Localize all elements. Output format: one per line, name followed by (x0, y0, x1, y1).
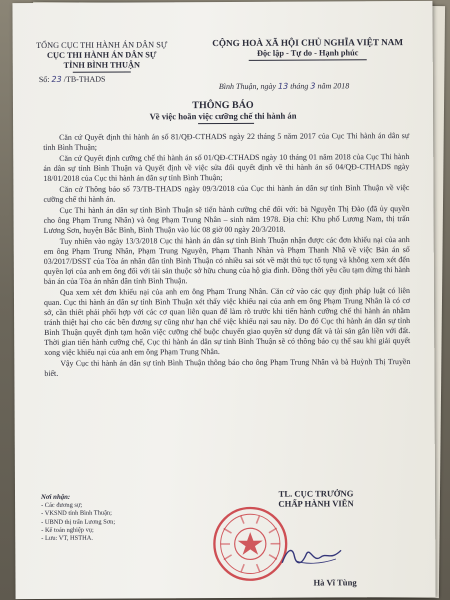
nation-name: CỘNG HOÀ XÃ HỘI CHỦ NGHĨA VIỆT NAM (212, 37, 404, 49)
handwritten-signature (277, 543, 349, 569)
date-year: năm 2018 (317, 81, 350, 91)
date-month-label: tháng (290, 81, 309, 91)
recipient-item: - Lưu: VT, HSTHA. (41, 534, 93, 542)
body-paragraph: Qua xem xét đơn khiếu nại của anh em ông Phạm Trung Nhân. Căn cứ vào các quy định pháp luật có liên quan. Cục thi hành án dân sự tỉnh Bình Thuận xét thấy việc khiếu nại của anh em ông Phạm Trung Nhân là có cơ sở, cần thiết phải phối hợp với các cơ quan liên quan để làm rõ trước khi tiến hành cưỡng chế thi hành án nhằm tránh thiệt hại cho các bên đương sự cũng như hạn chế việc khiếu nại sau này. Do đó Cục thi hành án dân sự tỉnh Bình Thuận quyết định tạm hoãn việc cưỡng chế buộc chuyển giao quyền sử dụng đất và tài sản gắn liền với đất. Thời gian tiến hành cưỡng chế, Cục thi hành án dân sự tỉnh Bình Thuận sẽ có thông báo cụ thể sau khi giải quyết xong việc khiếu nại của anh em ông Phạm Trung Nhân. (43, 286, 411, 357)
date-day: 13 (277, 81, 289, 91)
recipient-item: - VKSND tỉnh Bình Thuận; (41, 509, 112, 518)
date-place: Bình Thuận, ngày (218, 81, 277, 92)
recipients-list (41, 493, 176, 543)
recipient-item: - Các đương sự; (41, 501, 83, 510)
document-date (219, 81, 349, 91)
recipients-title: Nơi nhận: (41, 493, 71, 501)
recipient-item: - UBND thị trấn Lương Sơn; (41, 518, 116, 526)
recipient-item: - Kế toán nghiệp vụ; (41, 526, 94, 534)
body-paragraph: Căn cứ Quyết định thi hành án số 81/QĐ-CTHADS ngày 22 tháng 5 năm 2017 của Cục Thi hành án dân sự tỉnh Bình Thuận; (43, 131, 410, 152)
subtitle-underline (198, 123, 254, 124)
agency-line-3: TỈNH BÌNH THUẬN (63, 60, 140, 70)
document-body (43, 131, 410, 380)
document-title: THÔNG BÁO (192, 99, 254, 112)
agency-line-2: CỤC THI HÀNH ÁN DÂN SỰ (46, 50, 157, 60)
agency-underline (73, 71, 131, 72)
document-page (12, 1, 435, 599)
agency-header (23, 40, 181, 73)
motto-underline (249, 59, 367, 61)
doc-number-prefix: Số: (38, 74, 50, 84)
signer-name: Hà Vĩ Tùng (313, 577, 357, 588)
document-subtitle: Về việc hoãn việc cưỡng chế thi hành án (149, 110, 297, 122)
body-paragraph: Căn cứ Quyết định cưỡng chế thi hành án số 01/QĐ-CTHADS ngày 10 tháng 01 năm 2018 của Cục Thi hành án dân sự tỉnh Bình Thuận và Quyết định về việc sửa đổi quyết định về thi hành án số 04/QĐ-CTHADS ngày 18/01/2018 của Cục thi hành án dân sự tỉnh Bình Thuận; (43, 152, 410, 183)
signer-position-2: CHẤP HÀNH VIÊN (278, 498, 354, 509)
body-paragraph: Cục Thi hành án dân sự tỉnh Bình Thuận sẽ tiến hành cưỡng chế đối với: bà Nguyễn Thị Đào (đã ủy quyền cho ông Phạm Trung Nhân) và ông Phạm Trung Nhân – sinh năm 1978. Địa chỉ: Khu phố Lương Nam, thị trấn Lương Sơn, huyện Bắc Bình, Bình Thuận vào lúc 08 giờ 00 ngày 20/3/2018. (43, 204, 410, 235)
national-motto: Độc lập - Tự do - Hạnh phúc (256, 48, 359, 58)
body-paragraph: Tuy nhiên vào ngày 13/3/2018 Cục thi hành án dân sự tỉnh Bình Thuận nhận được các đơn khiếu nại của anh em ông Phạm Trung Nhân, Phạm Trung Nguyên, Phạm Thanh Nhàn và Phạm Thanh Nhã về việc Bản án số 03/2017/DSST của Tòa án nhân dân tỉnh Bình Thuận có nhiều sai sót về mặt thủ tục tố tụng và không xem xét đến quyền lợi của anh em ông đối với tài sản thuộc sở hữu chung của hộ gia đình. Đồng thời yêu cầu tạm dừng thi hành bản án của Tòa án nhân dân tỉnh Bình Thuận. (43, 235, 410, 286)
signer-position-1: TL. CỤC TRƯỞNG (278, 488, 354, 499)
agency-line-1: TỔNG CỤC THI HÀNH ÁN DÂN SỰ (36, 40, 168, 50)
doc-number-suffix: /TB-THADS (63, 74, 106, 84)
body-paragraph: Căn cứ Thông báo số 73/TB-THADS ngày 09/3/2018 của Cục thi hành án dân sự tỉnh Bình Thuận về việc cưỡng chế thi hành án. (43, 183, 410, 204)
national-header (189, 37, 427, 61)
document-number (39, 75, 106, 84)
date-month: 3 (310, 81, 316, 91)
doc-number-handwritten: 23 (51, 74, 62, 84)
body-paragraph: Vậy Cục thi hành án dân sự tỉnh Bình Thuận thông báo cho ông Phạm Trung Nhân và bà Huỳnh Thị Truyền biết. (44, 357, 411, 378)
